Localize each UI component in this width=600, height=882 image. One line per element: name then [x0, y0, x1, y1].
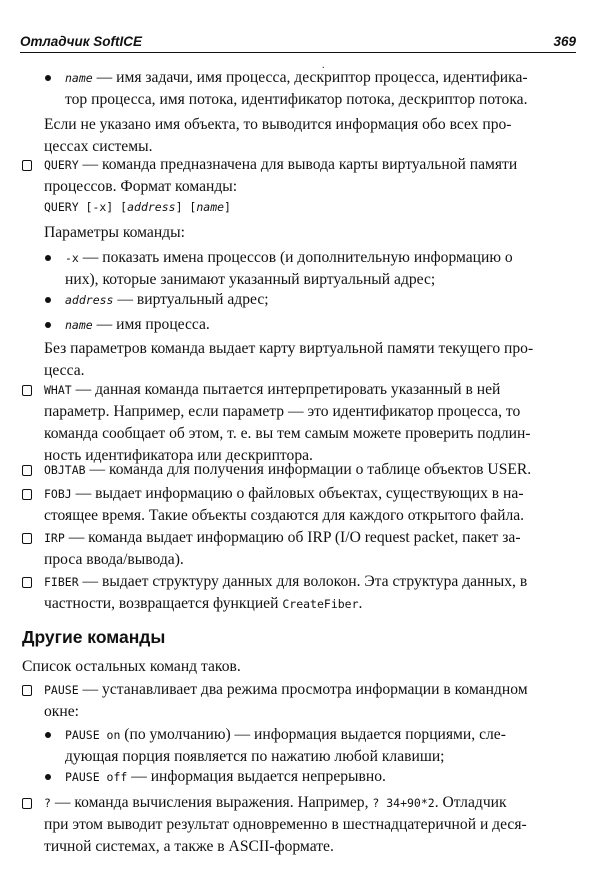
stray-dot: . — [322, 60, 325, 71]
page-number: 369 — [553, 34, 576, 49]
text-line: Список остальных команд таков. — [22, 658, 241, 675]
checkbox-bullet-icon — [22, 577, 32, 588]
checkbox-bullet-icon — [22, 465, 32, 476]
bullet-icon — [45, 297, 51, 303]
text-line: name — имя задачи, имя процесса, дескриптор процесса, идентифика- — [65, 69, 528, 86]
checkbox-bullet-icon — [22, 685, 32, 696]
text-line: проса ввода/вывода). — [44, 551, 184, 568]
text-line: команда сообщает об этом, т. е. вы тем самым можете проверить подлин- — [44, 425, 531, 442]
text-line: процессов. Формат команды: — [44, 178, 238, 195]
text-line: PAUSE off — информация выдается непрерывно. — [65, 768, 386, 785]
text-line: при этом выводит результат одновременно в шестнадцатеричной и деся- — [44, 816, 527, 833]
checkbox-bullet-icon — [22, 385, 32, 396]
text-line: цесса. — [44, 362, 85, 379]
text-line: FOBJ — выдает информацию о файловых объектах, существующих в на- — [44, 485, 524, 502]
checkbox-bullet-icon — [22, 533, 32, 544]
bullet-icon — [45, 255, 51, 261]
text-line: дующая порция появляется по нажатию любой клавиши; — [65, 748, 445, 765]
bullet-icon — [45, 732, 51, 738]
text-line: WHAT — данная команда пытается интерпретировать указанный в ней — [44, 381, 501, 398]
text-line: параметр. Например, если параметр — это идентификатор процесса, то — [44, 403, 521, 420]
text-line: ? — команда вычисления выражения. Например, ? 34+90*2. Отладчик — [44, 794, 507, 811]
text-line: тор процесса, имя потока, идентификатор потока, дескриптор потока. — [65, 91, 528, 108]
header-title: Отладчик SoftICE — [20, 34, 143, 49]
text-line: QUERY — команда предназначена для вывода карты виртуальной памяти — [44, 156, 518, 173]
text-line: окне: — [44, 703, 79, 720]
text-line: FIBER — выдает структуру данных для волокон. Эта структура данных, в — [44, 573, 528, 590]
text-line: стоящее время. Такие объекты создаются для каждого открытого файла. — [44, 507, 525, 524]
checkbox-bullet-icon — [22, 489, 32, 500]
code-line: QUERY [-x] [address] [name] — [44, 200, 231, 214]
text-line: address — виртуальный адрес; — [65, 291, 269, 308]
text-line: частности, возвращается функцией CreateFiber. — [44, 595, 363, 612]
checkbox-bullet-icon — [22, 798, 32, 809]
text-line: OBJTAB — команда для получения информации о таблице объектов USER. — [44, 461, 532, 478]
text-line: тичной системах, а также в ASCII-формате. — [44, 838, 334, 855]
checkbox-bullet-icon — [22, 160, 32, 171]
text-line: Без параметров команда выдает карту виртуальной памяти текущего про- — [44, 340, 534, 357]
running-header — [20, 34, 576, 53]
text-line: ность идентификатора или дескриптора. — [44, 447, 313, 464]
text-line: name — имя процесса. — [65, 316, 210, 333]
section-heading: Другие команды — [22, 627, 166, 647]
text-line: IRP — команда выдает информацию об IRP (I/O request packet, пакет за- — [44, 529, 521, 546]
bullet-icon — [45, 322, 51, 328]
text-line: Параметры команды: — [44, 224, 185, 241]
text-line: -x — показать имена процессов (и дополнительную информацию о — [65, 249, 513, 266]
text-line: PAUSE on (по умолчанию) — информация выдается порциями, сле- — [65, 726, 506, 743]
text-line: PAUSE — устанавливает два режима просмотра информации в командном — [44, 681, 528, 698]
text-line: них), которые занимают указанный виртуальный адрес; — [65, 271, 436, 288]
text-line: Если не указано имя объекта, то выводится информация обо всех про- — [44, 116, 512, 133]
bullet-icon — [45, 774, 51, 780]
bullet-icon — [45, 75, 51, 81]
text-line: цессах системы. — [44, 138, 153, 155]
